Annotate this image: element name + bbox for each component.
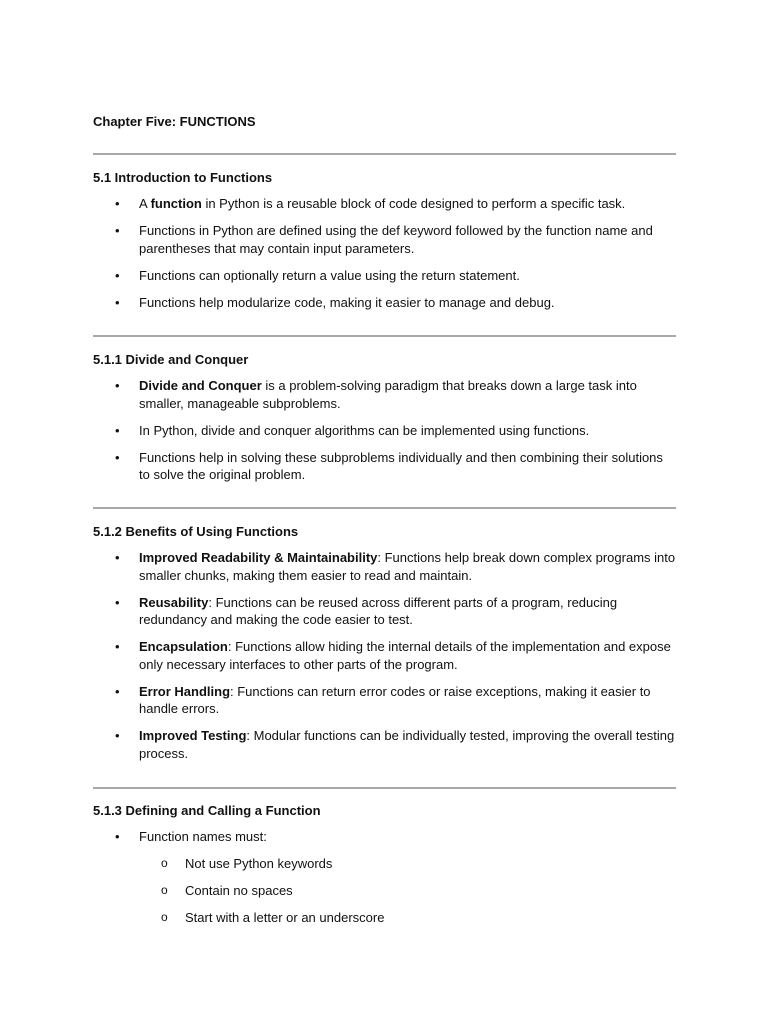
sub-item-text: Start with a letter or an underscore [185,909,385,925]
item-term: function [150,196,202,211]
list-item [93,267,677,285]
sub-list-item [139,882,677,900]
item-term: Error Handling [139,683,231,699]
item-text: : Functions can return error codes or raise exceptions, making it easier to handle errors. [139,683,651,716]
divider [93,507,676,509]
chapter-title: Chapter Five: FUNCTIONS [93,114,256,129]
section-heading: 5.1 Introduction to Functions [93,170,273,185]
bullet-list [93,195,683,311]
item-text: : Functions can be reused across different parts of a program, reducing redundancy and making the code easier to test. [139,594,618,627]
bullet-icon: • [115,728,120,743]
item-text: : Modular functions can be individually tested, improving the overall testing process. [139,728,675,761]
circle-bullet-icon: o [161,855,168,870]
sub-list [139,855,677,927]
circle-bullet-icon: o [161,882,168,897]
section-heading: 5.1.3 Defining and Calling a Function [93,803,321,818]
list-item [93,727,677,762]
item-text: : Functions allow hiding the internal details of the implementation and expose only necessary interfaces to other parts of the program. [139,639,671,672]
bullet-icon: • [115,223,120,238]
list-item [93,222,677,257]
bullet-list [93,377,683,484]
item-term: Reusability [139,594,209,610]
list-item [93,828,677,926]
section-heading: 5.1.1 Divide and Conquer [93,352,249,367]
section-divide-and-conquer [93,352,683,493]
list-item [93,294,677,312]
list-item [93,638,677,673]
bullet-icon: • [115,196,120,211]
item-text-prefix: A [139,196,151,211]
bullet-icon: • [115,829,120,844]
divider [93,153,676,155]
section-benefits [93,524,683,772]
item-text: In Python, divide and conquer algorithms can be implemented using functions. [139,422,590,438]
sub-list-item [139,855,677,873]
sub-item-text: Not use Python keywords [185,855,333,871]
section-heading: 5.1.2 Benefits of Using Functions [93,524,299,539]
bullet-list [93,828,683,926]
item-term: Improved Testing [139,728,247,743]
divider [93,787,676,789]
sub-item-text: Contain no spaces [185,882,293,898]
circle-bullet-icon: o [161,909,168,924]
item-text: Functions in Python are defined using the def keyword followed by the function name and parentheses that may contain input parameters. [139,223,653,256]
item-term: Improved Readability & Maintainability [139,550,378,565]
list-item [93,422,677,440]
item-text: : Functions help break down complex programs into smaller chunks, making them easier to read and maintain. [139,550,676,583]
list-item [93,449,677,484]
bullet-icon: • [115,378,120,393]
item-text: is a problem-solving paradigm that breaks down a large task into smaller, manageable subproblems. [139,378,637,411]
sub-list-item [139,909,677,927]
list-item [93,549,677,584]
list-item [93,594,677,629]
item-text: Function names must: [139,829,267,844]
item-text: Functions help modularize code, making it easier to manage and debug. [139,294,555,310]
bullet-list [93,549,683,762]
item-text: Functions can optionally return a value using the return statement. [139,267,520,283]
list-item [93,683,677,718]
bullet-icon: • [115,267,120,283]
section-defining-calling [93,803,683,936]
list-item [93,377,677,412]
bullet-icon: • [115,422,120,438]
item-text: in Python is a reusable block of code designed to perform a specific task. [201,196,626,211]
bullet-icon: • [115,449,120,465]
bullet-icon: • [115,550,120,565]
bullet-icon: • [115,594,120,610]
bullet-icon: • [115,639,120,654]
item-term: Encapsulation [139,639,228,654]
divider [93,335,676,337]
bullet-icon: • [115,294,120,310]
list-item [93,195,677,213]
section-intro [93,170,683,321]
bullet-icon: • [115,683,120,699]
item-text: Functions help in solving these subproblems individually and then combining their solutions to solve the original problem. [139,449,663,482]
item-term: Divide and Conquer [139,378,262,393]
